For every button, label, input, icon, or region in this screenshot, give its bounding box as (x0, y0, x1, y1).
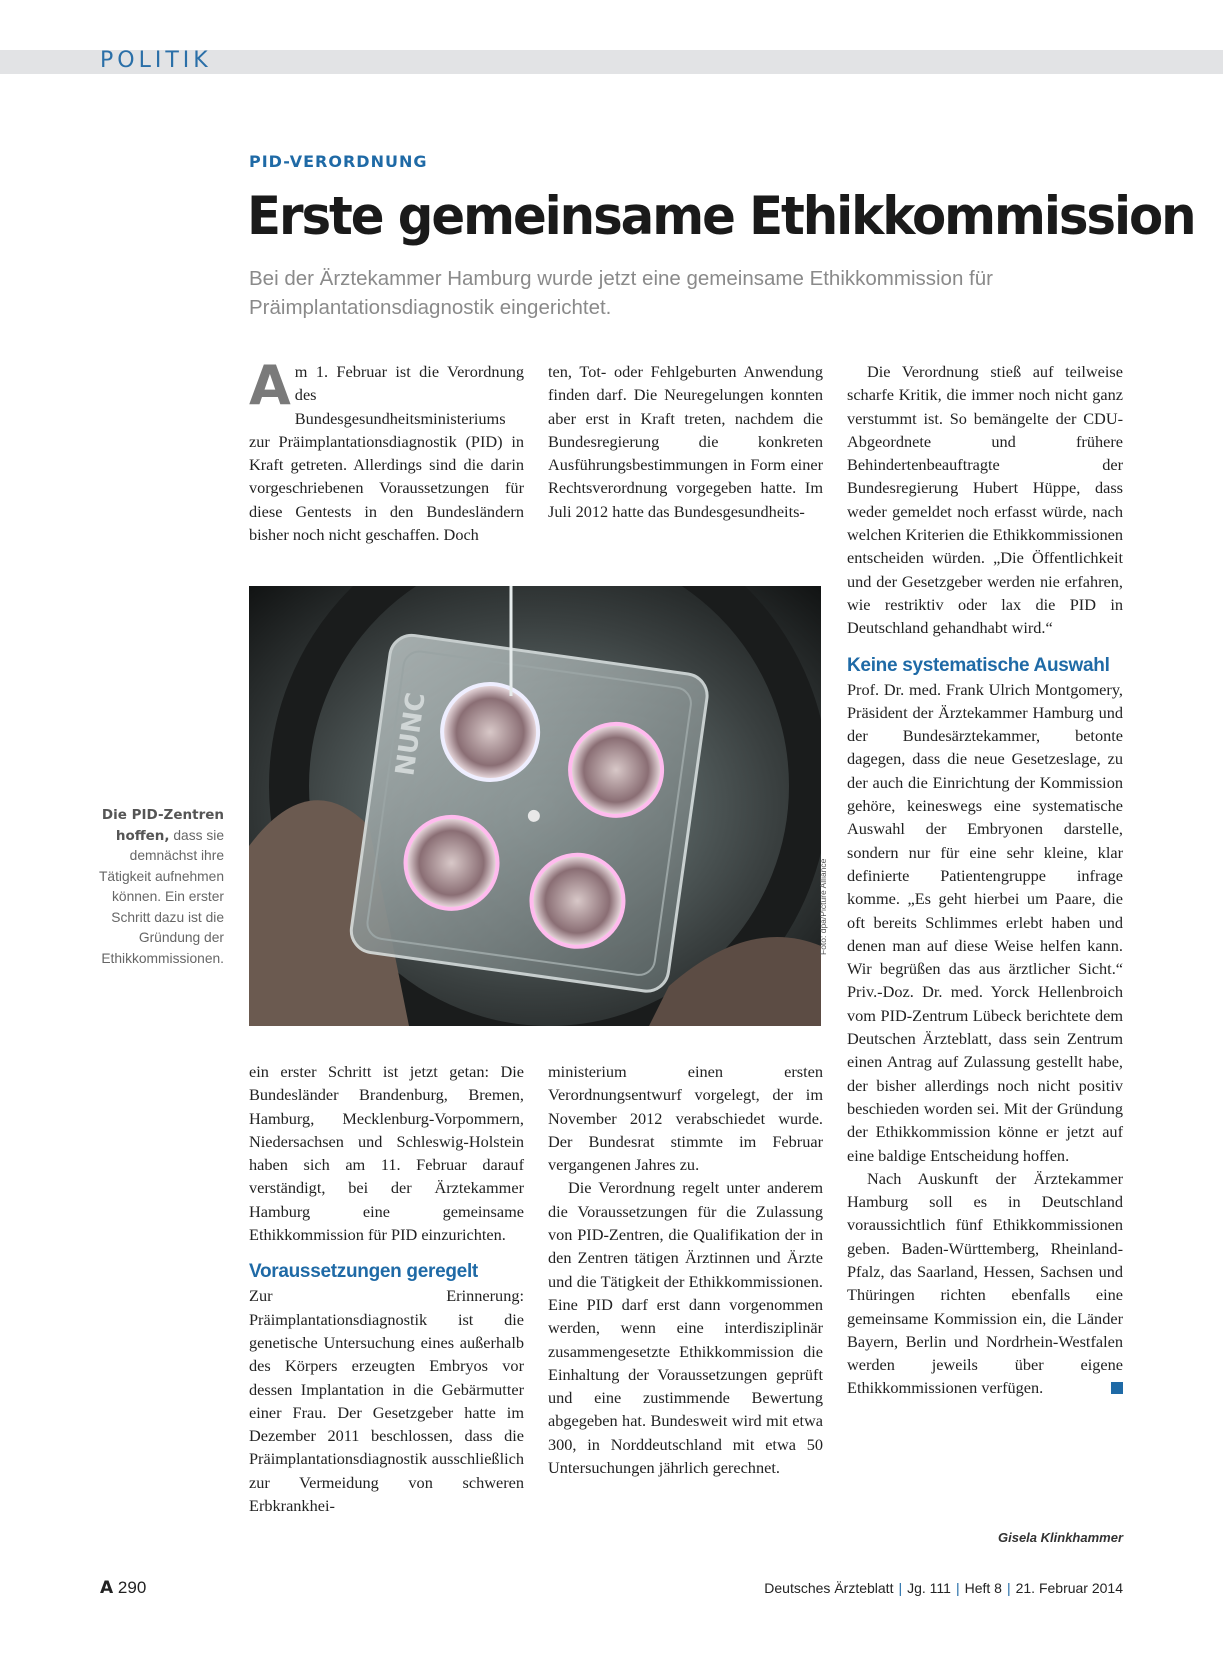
page-number-value: 290 (117, 1578, 147, 1597)
body-text: Zur Erinnerung: Präimplantationsdiagnostik ist die genetische Untersuchung eines außerhalb des Körpers erzeugten Embryos vor dessen Implantation in die Gebärmutter einer Frau. Der Gesetzgeber hatte im Dezember 2011 beschlossen, dass die Präimplantationsdiagnostik ausschließlich zur Vermeidung von schweren Erbkrankhei- (249, 1286, 524, 1516)
column-2-bottom (548, 1060, 823, 1479)
article-title: Erste gemeinsame Ethikkommission (247, 186, 1195, 247)
embryo-culture-dish-image (249, 586, 821, 1026)
column-2-top (548, 360, 823, 523)
subheading: Voraussetzungen geregelt (249, 1261, 478, 1283)
body-text: ein erster Schritt ist jetzt getan: Die Bundesländer Brandenburg, Bremen, Hamburg, Mecklenburg-Vorpommern, Niedersachsen und Schleswig-Holstein haben sich am 11. Februar darauf verständigt, bei der Ärztekammer Hamburg eine gemeinsame Ethikkommission für PID einzurichten. (249, 1062, 524, 1245)
journal-name: Deutsches Ärzteblatt (764, 1580, 894, 1596)
photo-caption (96, 805, 224, 969)
body-text: Prof. Dr. med. Frank Ulrich Montgomery, Präsident der Ärztekammer Hamburg und der Bundesärztekammer, betonte dagegen, dass die neue Gesetzeslage, zu der auch die Einrichtung der Kommission gehöre, keineswegs eine systematische Auswahl der Embryonen darstelle, sondern nur für eine sehr kleine, klar definierte Patientengruppe infrage komme. „Es geht hierbei um Paare, die oft bereits Schlimmes erlebt haben und denen man auf diese Weise helfen kann. Wir begrüßen das aus ärztlicher Sicht.“ Priv.-Doz. Dr. med. Yorck Hellenbroich vom PID-Zentrum Lübeck berichtete dem Deutschen Ärzteblatt, dass sein Zentrum einen Antrag auf Zulassung gestellt habe, der bisher allerdings noch nicht positiv beschieden worden sei. Mit der Gründung der Ethikkommission könne er jetzt auf eine baldige Entscheidung hoffen. (847, 679, 1123, 1165)
body-text: ten, Tot- oder Fehlgeburten Anwendung finden darf. Die Neuregelungen konnten aber erst in Kraft treten, nachdem die Bundesregierung die konkreten Ausführungsbestimmungen in Form einer Rechtsverordnung vorgegeben hatte. Im Juli 2012 hatte das Bundesgesundheits- (548, 362, 823, 521)
volume: Jg. 111 (907, 1580, 951, 1596)
page-prefix: A (100, 1578, 114, 1598)
subheading: Keine systematische Auswahl (847, 654, 1110, 676)
column-3 (847, 360, 1123, 1400)
plate-label: NUNC (390, 690, 432, 778)
caption-bold: Die PID-Zentren hoffen, (101, 807, 224, 844)
article-photo (249, 586, 821, 1026)
body-text: Die Verordnung regelt unter anderem die Voraussetzungen für die Zulassung von PID-Zentren, die Qualifikation der in den Zentren tätigen Ärztinnen und Ärzte und die Tätigkeit der Ethikkommissionen. Eine PID darf erst dann vorgenommen werden, wenn eine interdisziplinär zusammengesetzte Ethikkommission die Einhaltung der Voraussetzungen geprüft und eine zustimmende Bewertung abgegeben hat. Bundesweit wird mit etwa 300, in Norddeutschland mit etwa 50 Untersuchungen jährlich gerechnet. (548, 1178, 823, 1478)
body-text: m 1. Februar ist die Verordnung des Bundesgesundheitsministeriums zur Präimplantationsdiagnostik (PID) in Kraft getreten. Allerdings sind die darin vorgeschriebenen Voraussetzungen für diese Gentests in den Bundesländern bisher noch nicht geschaffen. Doch (249, 362, 524, 545)
issue-date: 21. Februar 2014 (1015, 1580, 1123, 1596)
body-text: Nach Auskunft der Ärztekammer Hamburg soll es in Deutschland voraussichtlich fünf Ethikkommissionen geben. Baden-Württemberg, Rheinland-Pfalz, das Saarland, Hessen, Sachsen und Thüringen richten ebenfalls eine gemeinsame Kommission ein, die Länder Bayern, Berlin und Nordrhein-Westfalen werden jeweils über eigene Ethikkommissionen verfügen. (847, 1168, 1123, 1398)
caption-text: dass sie demnächst ihre Tätigkeit aufnehmen können. Ein erster Schritt dazu ist die Gründung der Ethikkommissionen. (98, 827, 224, 966)
drop-cap: A (249, 354, 291, 417)
article-kicker: PID-VERORDNUNG (249, 152, 428, 171)
column-1-top (249, 354, 524, 546)
body-text: Die Verordnung stieß auf teilweise scharfe Kritik, die immer noch nicht ganz verstummt ist. So bemängelte der CDU-Abgeordnete und frühere Behindertenbeauftragte der Bundesregierung Hubert Hüppe, dass weder gemeldet noch erfasst würde, nach welchen Kriterien die Ethikkommissionen entscheiden würden. „Die Öffentlichkeit und der Gesetzgeber werden nie erfahren, wie restriktiv oder lax die PID in Deutschland gehandhabt wird.“ (847, 362, 1123, 638)
issue: Heft 8 (964, 1580, 1002, 1596)
section-label: POLITIK (100, 48, 212, 73)
author: Gisela Klinkhammer (998, 1530, 1123, 1545)
article-lead: Bei der Ärztekammer Hamburg wurde jetzt eine gemeinsame Ethikkommission für Präimplantationsdiagnostik eingerichtet. (249, 267, 993, 319)
photo-credit: Foto: dpa/Picture Alliance (818, 858, 828, 955)
footer-journal-info: Deutsches Ärzteblatt | Jg. 111 | Heft 8 | 21. Februar 2014 (764, 1580, 1123, 1596)
column-1-bottom (249, 1060, 524, 1517)
page-number (100, 1578, 146, 1598)
end-mark-icon (1111, 1382, 1123, 1394)
body-text: ministerium einen ersten Verordnungsentwurf vorgelegt, der im November 2012 verabschiedet wurde. Der Bundesrat stimmte im Februar vergangenen Jahres zu. (548, 1062, 823, 1175)
